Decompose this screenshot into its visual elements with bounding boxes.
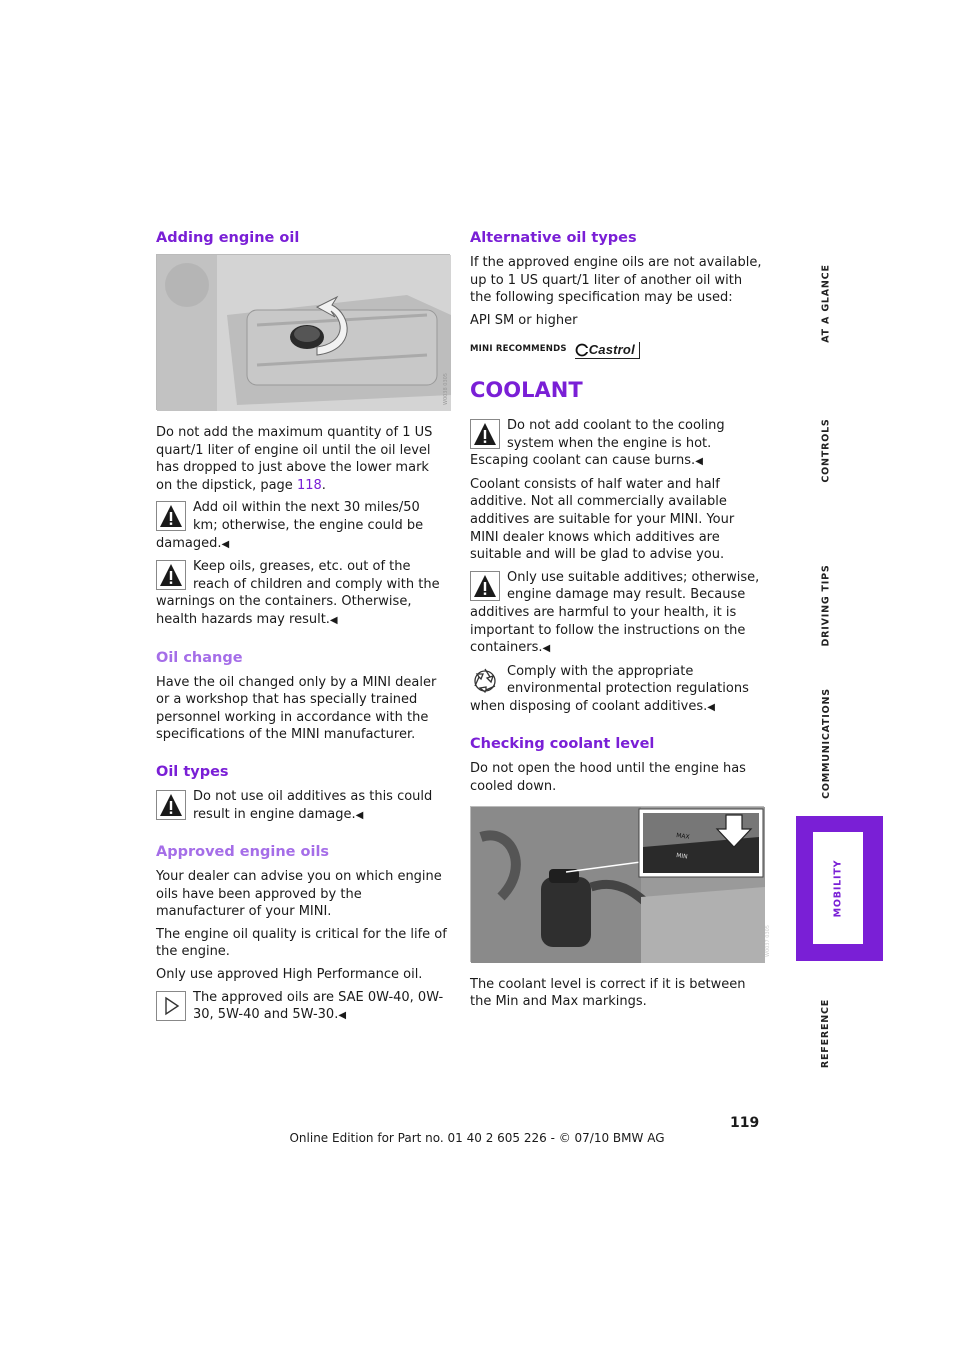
warning-text-add-oil: Add oil within the next 30 miles/50 km; otherwise, the engine could be damaged. [156, 500, 424, 551]
warning-text-additives: Do not use oil additives as this could result in engine damage. [193, 788, 433, 822]
tab-controls-label: CONTROLS [820, 418, 832, 483]
environment-text: Comply with the appropriate environmental protection regulations when disposing of coolant additives. [470, 663, 749, 714]
warning-icon [156, 790, 186, 820]
svg-text:W0038 0305: W0038 0305 [443, 373, 449, 405]
warning-icon [156, 501, 186, 531]
end-mark: ◀ [355, 809, 364, 821]
info-arrow-icon [156, 991, 186, 1021]
page-number: 119 [730, 1115, 760, 1131]
checking-coolant-heading: Checking coolant level [470, 736, 655, 753]
tab-reference[interactable] [796, 988, 856, 1078]
tab-driving-tips-label: DRIVING TIPS [820, 564, 832, 647]
info-note-sae [156, 989, 448, 1025]
chapter-tabs [796, 228, 883, 1078]
approved-paragraph-3: Only use approved High Performance oil. [156, 967, 423, 983]
warning-note-suitable-additives [470, 569, 762, 658]
warning-text-children: Keep oils, greases, etc. out of the reach of children and comply with the warnings on the containers. Otherwise, health hazards may result. [156, 559, 440, 627]
end-mark: ◀ [338, 1010, 347, 1022]
left-column [156, 228, 448, 1030]
castrol-logo [575, 342, 640, 359]
adding-oil-period: . [321, 477, 326, 493]
approved-paragraph-1: Your dealer can advise you on which engine oils have been approved by the manufacturer of your MINI. [156, 869, 442, 920]
tab-at-a-glance-label: AT A GLANCE [820, 263, 832, 343]
tab-communications-label: COMMUNICATIONS [820, 687, 832, 799]
warning-text-hot-coolant: Do not add coolant to the cooling system when the engine is hot. Escaping coolant can cause burns. [470, 417, 725, 469]
tab-controls[interactable] [796, 393, 856, 508]
oil-change-heading: Oil change [156, 649, 243, 666]
coolant-reservoir-image [470, 806, 771, 962]
approved-paragraph-2: The engine oil quality is critical for the life of the engine. [156, 926, 447, 960]
tab-mobility-inner [813, 832, 863, 944]
end-mark: ◀ [542, 643, 551, 655]
castrol-wordmark: Castrol [588, 341, 635, 357]
alternative-oil-heading: Alternative oil types [470, 230, 637, 246]
adding-oil-paragraph [156, 424, 448, 494]
warning-note-add-oil [156, 499, 448, 553]
alternative-oil-text: If the approved engine oils are not available, up to 1 US quart/1 liter of another oil with the following specification may be used: [470, 255, 762, 306]
tab-communications[interactable] [796, 673, 856, 813]
warning-note-children [156, 558, 448, 629]
approved-oils-heading: Approved engine oils [156, 844, 330, 861]
warning-note-additives [156, 788, 448, 824]
coolant-paragraph: Coolant consists of half water and half additive. Not all commercially available additives are suitable for your MINI. Your MINI dealer knows which additives are suitable and will be glad to advise you. [470, 476, 735, 563]
coolant-heading: COOLANT [470, 377, 583, 402]
adding-oil-text: Do not add the maximum quantity of 1 US quart/1 liter of engine oil until the oil level has dropped to just above the lower mark on the dipstick, page [156, 425, 433, 493]
warning-text-suitable-additives: Only use suitable additives; otherwise, engine damage may result. Because additives are harmful to your health, it is important to follow the instructions on the containers. [470, 569, 760, 656]
oil-types-heading: Oil types [156, 763, 229, 780]
svg-text:MAX: MAX [675, 831, 690, 841]
recycle-icon [470, 665, 500, 695]
end-mark: ◀ [221, 538, 230, 550]
warning-icon [470, 571, 500, 601]
right-column [470, 228, 771, 1016]
adding-engine-oil-heading: Adding engine oil [156, 230, 300, 246]
end-mark: ◀ [695, 456, 703, 468]
svg-text:MIN: MIN [675, 851, 689, 861]
environment-note [470, 663, 762, 717]
tab-at-a-glance[interactable] [796, 248, 856, 358]
end-mark: ◀ [707, 701, 715, 713]
end-mark: ◀ [329, 614, 338, 626]
mini-recommends-castrol [470, 341, 762, 359]
engine-oil-cap-image [156, 254, 450, 410]
footer-edition: Online Edition for Part no. 01 40 2 605 226 - © 07/10 BMW AG [289, 1131, 665, 1145]
svg-text:W0037 0305: W0037 0305 [765, 924, 771, 957]
tab-reference-label: REFERENCE [820, 998, 832, 1068]
warning-icon [470, 419, 500, 449]
coolant-level-text: The coolant level is correct if it is between the Min and Max markings. [470, 976, 746, 1010]
warning-note-hot-coolant [470, 417, 762, 471]
castrol-emblem-icon [575, 343, 589, 357]
info-text-sae: The approved oils are SAE 0W-40, 0W-30, 5W-40 and 5W-30. [193, 989, 444, 1023]
oil-change-text: Have the oil changed only by a MINI dealer or a workshop that has specially trained personnel working in accordance with the specifications of the MINI manufacturer. [156, 674, 437, 743]
tab-driving-tips[interactable] [796, 538, 856, 673]
checking-coolant-text: Do not open the hood until the engine has cooled down. [470, 761, 746, 795]
page-118-link[interactable]: 118 [296, 477, 322, 493]
mini-recommends-label: MINI RECOMMENDS [470, 344, 567, 355]
tab-mobility-label: MOBILITY [832, 859, 844, 917]
warning-icon [156, 560, 186, 590]
api-spec-text: API SM or higher [470, 312, 578, 328]
tab-mobility[interactable] [796, 816, 883, 961]
